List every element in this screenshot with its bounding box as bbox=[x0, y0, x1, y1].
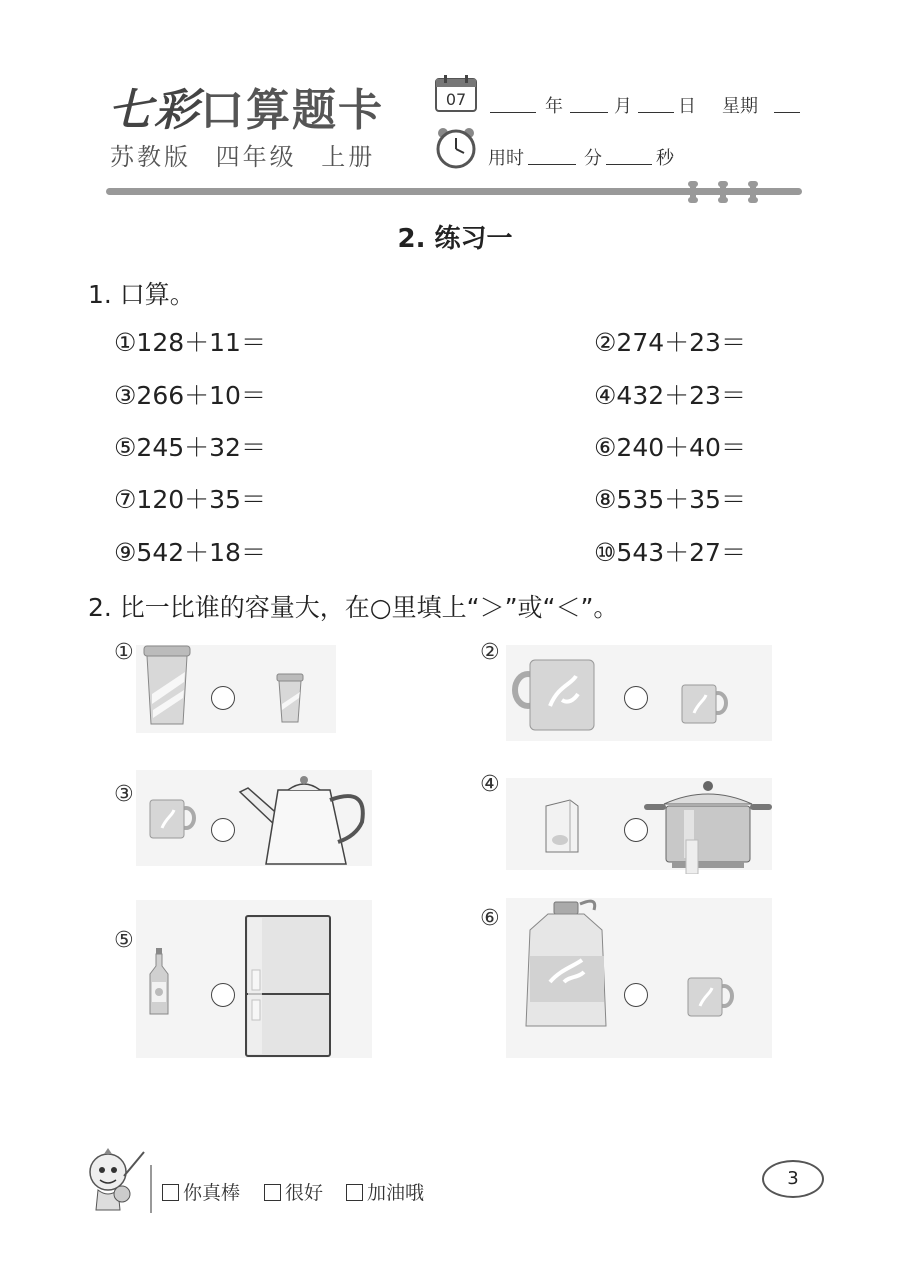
second-label: 秒 bbox=[656, 148, 674, 169]
minute-label: 分 bbox=[584, 148, 602, 169]
large-mug-icon bbox=[512, 656, 602, 732]
pair-5-number: ⑤ bbox=[114, 928, 134, 953]
juice-box-icon bbox=[542, 796, 582, 856]
edition-volume: 上册 bbox=[321, 143, 376, 171]
pair-1-number: ① bbox=[114, 640, 134, 665]
time-used-label: 用时 bbox=[488, 148, 524, 169]
oil-jug-icon bbox=[524, 896, 608, 1034]
brand-title bbox=[108, 74, 384, 138]
problem-9: ⑨542＋18＝ bbox=[114, 538, 266, 567]
divider-rivet bbox=[750, 181, 756, 203]
weekday-label: 星期 bbox=[722, 96, 758, 117]
pot-icon bbox=[644, 780, 772, 874]
compare-circle-6[interactable] bbox=[624, 983, 648, 1007]
problem-5: ⑤245＋32＝ bbox=[114, 433, 266, 462]
problem-6: ⑥240＋40＝ bbox=[594, 433, 746, 462]
compare-circle-1[interactable] bbox=[211, 686, 235, 710]
page-number: 3 bbox=[762, 1160, 824, 1198]
problem-4: ④432＋23＝ bbox=[594, 381, 746, 410]
edition-grade: 四年级 bbox=[215, 143, 297, 171]
compare-circle-5[interactable] bbox=[211, 983, 235, 1007]
rating-great-label: 你真棒 bbox=[183, 1182, 241, 1204]
pair-6-number: ⑥ bbox=[480, 906, 500, 931]
question-2-title: 2. 比一比谁的容量大，在○里填上“＞”或“＜”。 bbox=[88, 593, 619, 622]
edition-publisher: 苏教版 bbox=[110, 143, 191, 171]
lesson-title: 2. 练习一 bbox=[397, 224, 513, 254]
rating-keep-going-label: 加油哦 bbox=[367, 1182, 425, 1204]
pair-4-number: ④ bbox=[480, 772, 500, 797]
month-label: 月 bbox=[614, 96, 632, 117]
problem-3: ③266＋10＝ bbox=[114, 381, 266, 410]
header-divider bbox=[106, 188, 802, 195]
rating-keep-going[interactable] bbox=[346, 1178, 424, 1205]
question-1-title: 1. 口算。 bbox=[88, 280, 195, 309]
compare-circle-2[interactable] bbox=[624, 686, 648, 710]
problem-10: ⑩543＋27＝ bbox=[594, 538, 746, 567]
clock-icon bbox=[434, 125, 478, 169]
problem-7: ⑦120＋35＝ bbox=[114, 485, 266, 514]
calendar-day: 07 bbox=[445, 90, 467, 109]
refrigerator-icon bbox=[244, 914, 332, 1058]
pair-3-number: ③ bbox=[114, 782, 134, 807]
mug-icon bbox=[148, 798, 196, 840]
compare-circle-3[interactable] bbox=[211, 818, 235, 842]
brand-title-b: 口算题卡 bbox=[200, 85, 384, 136]
rating-good[interactable] bbox=[264, 1178, 323, 1205]
calendar-icon bbox=[434, 73, 478, 113]
checkbox-good[interactable] bbox=[264, 1184, 281, 1201]
year-label: 年 bbox=[545, 96, 563, 117]
checkbox-great[interactable] bbox=[162, 1184, 179, 1201]
mug-icon bbox=[686, 976, 734, 1018]
footer-divider bbox=[150, 1165, 152, 1213]
mascot-icon bbox=[84, 1146, 150, 1216]
brand-title-a: 七彩 bbox=[108, 85, 200, 136]
problem-8: ⑧535＋35＝ bbox=[594, 485, 746, 514]
problem-1: ①128＋11＝ bbox=[114, 328, 266, 357]
large-cup-icon bbox=[142, 644, 192, 726]
rating-great[interactable] bbox=[162, 1178, 240, 1205]
rating-good-label: 很好 bbox=[285, 1182, 324, 1204]
divider-rivet bbox=[720, 181, 726, 203]
pair-2-number: ② bbox=[480, 640, 500, 665]
divider-rivet bbox=[690, 181, 696, 203]
day-label: 日 bbox=[678, 96, 696, 117]
small-cup-icon bbox=[275, 672, 305, 724]
checkbox-keep-going[interactable] bbox=[346, 1184, 363, 1201]
kettle-icon bbox=[238, 770, 370, 866]
edition-line bbox=[110, 137, 389, 172]
small-bottle-icon bbox=[148, 948, 170, 1016]
small-mug-icon bbox=[680, 683, 728, 725]
problem-2: ②274＋23＝ bbox=[594, 328, 746, 357]
